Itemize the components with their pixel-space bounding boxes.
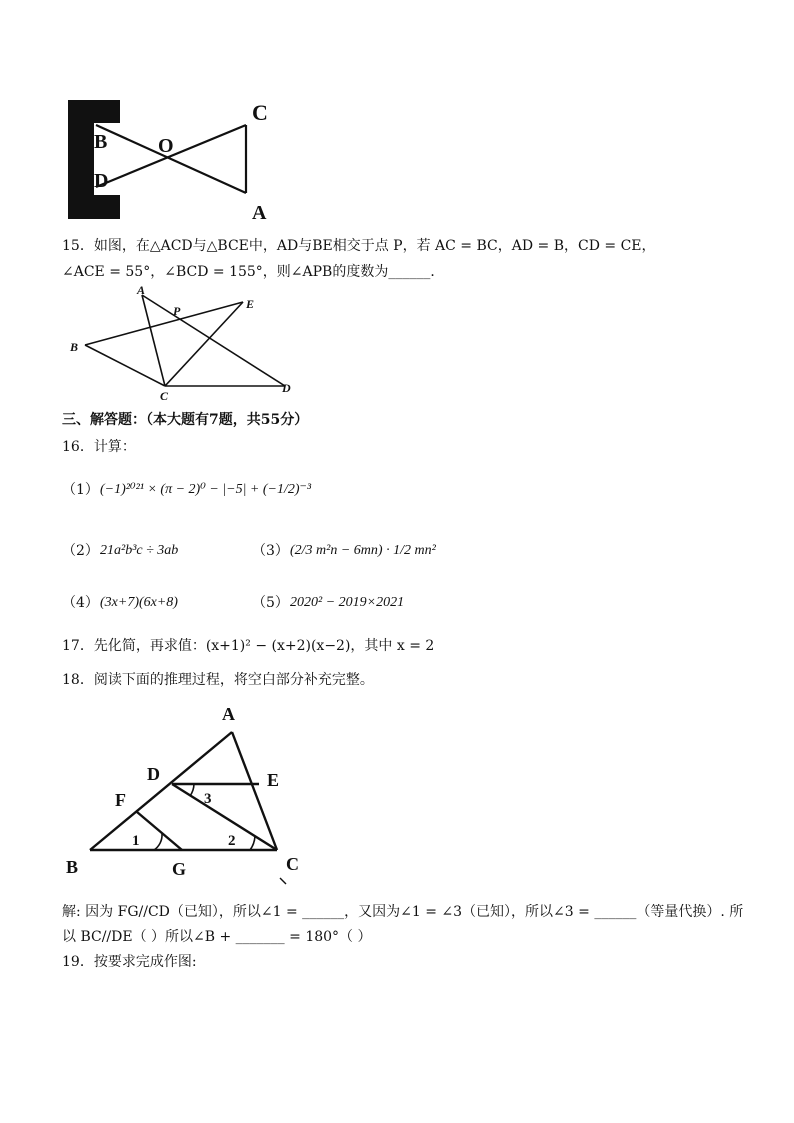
q18-solution-line-1: 解: 因为 FG//CD（已知），所以∠1 = ______，又因为∠1 = ∠3（已知），所以∠3 = ______（等量代换）. 所 (62, 904, 744, 920)
q18-solution-line-2: 以 BC//DE（ ）所以∠B + _______ = 180°（ ） (62, 929, 372, 945)
q15-figure-label-b: B (70, 340, 79, 354)
q16-part-5-expression: 2020² − 2019×2021 (290, 595, 405, 610)
q18-figure-label-3: 3 (204, 791, 212, 807)
figure-1-label-a: A (252, 202, 267, 224)
q15-figure-label-a: A (137, 283, 146, 297)
q18-figure-label-d: D (147, 764, 160, 784)
figure-1-bracket (68, 100, 120, 219)
q15-figure-label-c: C (160, 389, 169, 402)
q18-figure-angle-1-arc (154, 834, 162, 850)
q16-part-4-expression: (3x+7)(6x+8) (100, 595, 178, 610)
q18-text: 18．阅读下面的推理过程，将空白部分补充完整。 (62, 672, 374, 688)
q15-figure-line-ad (142, 295, 285, 386)
figure-1-label-c: C (252, 100, 268, 125)
figure-1-label-b: B (94, 131, 108, 153)
q16-part-1-number: （1） (62, 482, 99, 498)
q15-figure-label-d: D (282, 381, 291, 395)
q18-figure-label-2: 2 (228, 833, 236, 849)
q16-part-2-number: （2） (62, 543, 99, 559)
q18-figure-angle-3-arc (190, 784, 194, 796)
q16-part-5-number: （5） (252, 595, 289, 611)
q15-figure-line-ac (142, 295, 165, 386)
q18-figure-angle-2-arc (250, 836, 255, 850)
q19-text: 19．按要求完成作图: (62, 954, 197, 970)
q16-part-4-number: （4） (62, 595, 99, 611)
q15-figure-line-bc (85, 345, 165, 386)
section-3-heading: 三、解答题：（本大题有7题，共55分） (62, 412, 309, 428)
q15-figure (65, 282, 305, 402)
q18-figure-label-b: B (66, 857, 79, 877)
q16-part-3-number: （3） (252, 543, 289, 559)
q16-intro: 16．计算： (62, 439, 136, 455)
q18-figure-label-1: 1 (132, 833, 140, 849)
figure-1-label-o: O (158, 135, 174, 157)
q15-figure-label-p: P (173, 304, 181, 318)
q18-figure-label-a: A (222, 704, 235, 724)
q18-figure-line-ac (232, 732, 280, 850)
q18-figure-line-dc (172, 784, 277, 850)
q15-line-1: 15．如图，在△ACD与△BCE中，AD与BE相交于点 P，若 AC = BC，AD = B，CD = CE， (62, 238, 656, 254)
figure-1 (60, 95, 290, 225)
q18-figure-label-g: G (172, 859, 187, 879)
figure-1-label-d: D (94, 170, 109, 192)
q18-figure-label-e: E (267, 770, 280, 790)
q16-part-1-expression: (−1)²⁰²¹ × (π − 2)⁰ − |−5| + (−1/2)⁻³ (100, 482, 312, 497)
q16-part-3-expression: (2/3 m²n − 6mn) · 1/2 mn² (290, 543, 436, 558)
q16-part-2-expression: 21a²b³c ÷ 3ab (100, 543, 179, 558)
q17-text: 17．先化简，再求值：(x+1)² − (x+2)(x−2)，其中 x = 2 (62, 638, 435, 654)
q15-line-2: ∠ACE = 55°，∠BCD = 155°，则∠APB的度数为______． (62, 264, 445, 280)
q18-figure-label-c: C (286, 854, 299, 874)
q18-figure-label-f: F (115, 790, 126, 810)
q18-figure-small-mark (280, 878, 286, 884)
q18-figure (62, 700, 322, 890)
q15-figure-label-e: E (246, 297, 255, 311)
